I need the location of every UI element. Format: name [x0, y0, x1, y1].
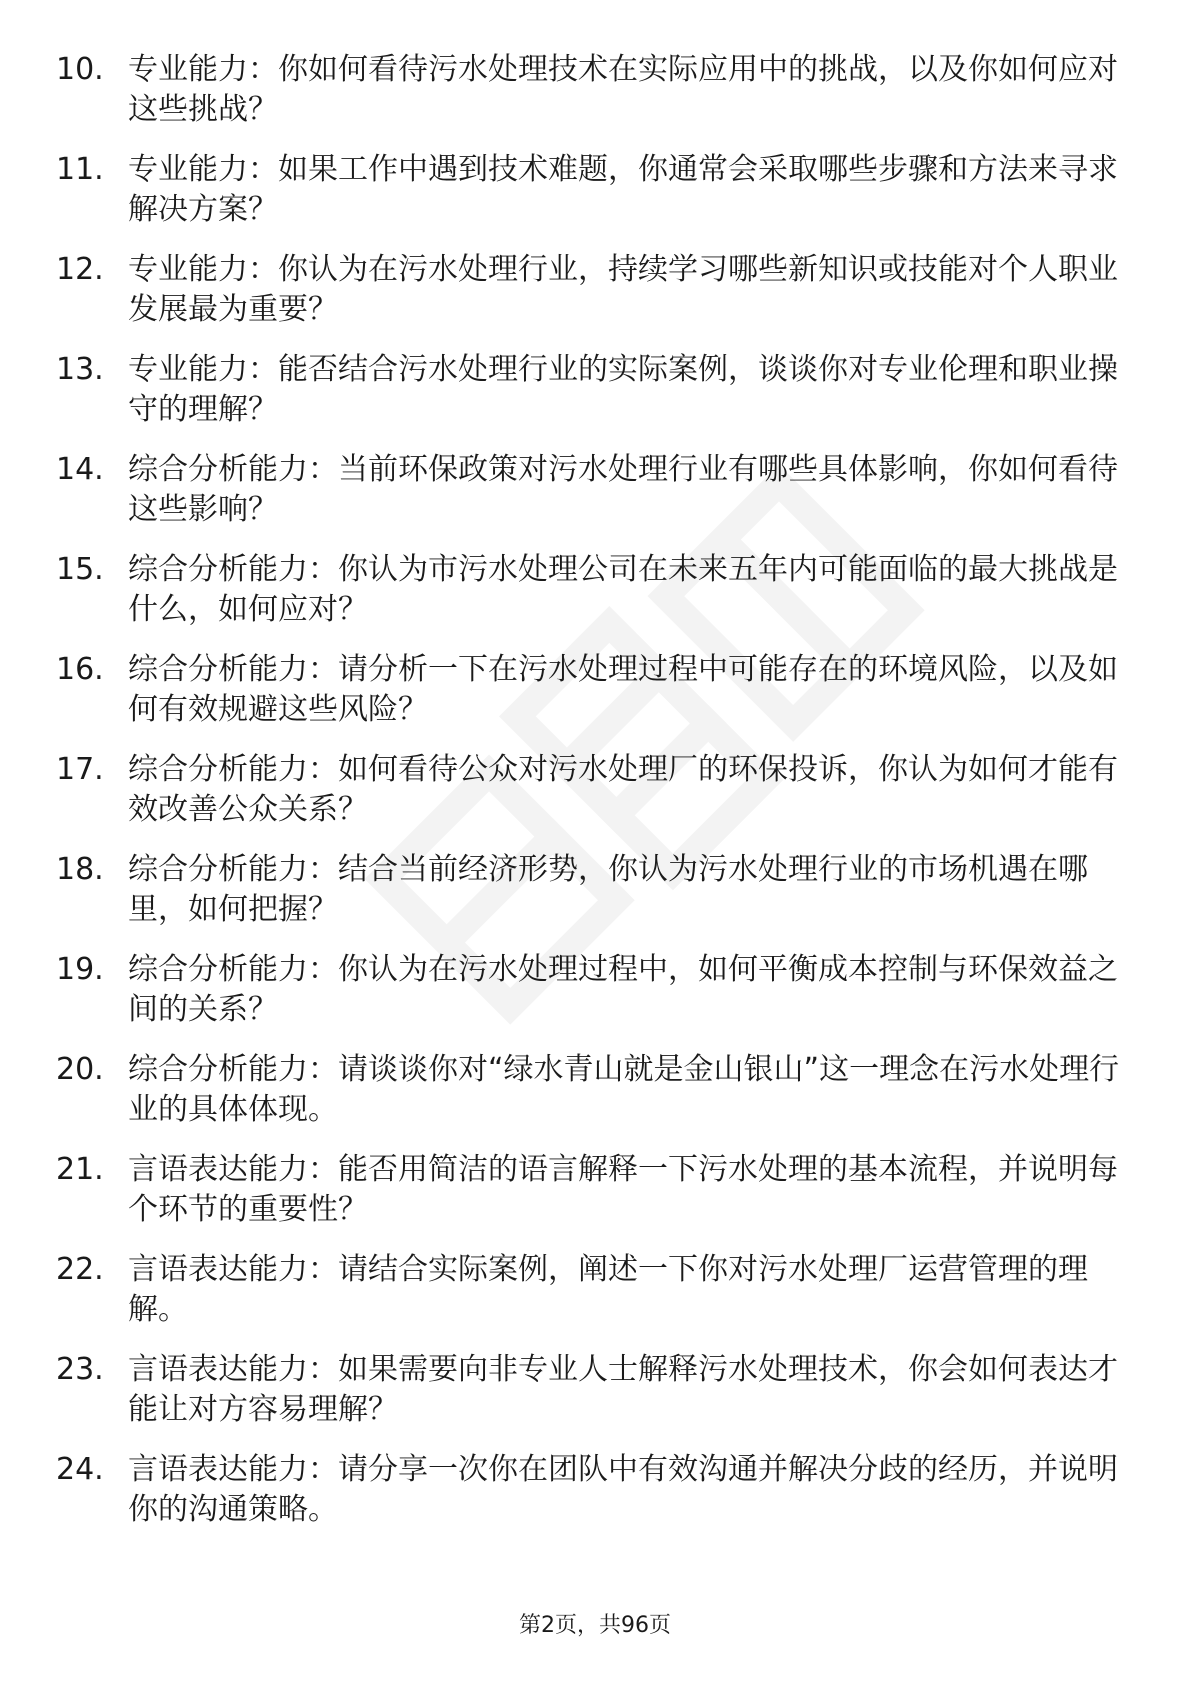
question-number: 13.: [56, 352, 104, 387]
question-item: [56, 450, 1136, 550]
question-number: 19.: [56, 952, 104, 987]
question-item: [56, 650, 1136, 750]
question-item: [56, 750, 1136, 850]
question-item: [56, 1250, 1136, 1350]
question-text: 综合分析能力：请分析一下在污水处理过程中可能存在的环境风险，以及如何有效规避这些风险？: [128, 652, 1118, 727]
question-text: 综合分析能力：请谈谈你对“绿水青山就是金山银山”这一理念在污水处理行业的具体体现。: [128, 1052, 1120, 1127]
question-text: 综合分析能力：你认为在污水处理过程中，如何平衡成本控制与环保效益之间的关系？: [128, 952, 1118, 1027]
question-text: 综合分析能力：当前环保政策对污水处理行业有哪些具体影响，你如何看待这些影响？: [128, 452, 1118, 527]
question-item: [56, 250, 1136, 350]
question-item: [56, 1450, 1136, 1550]
question-number: 15.: [56, 552, 104, 587]
question-number: 22.: [56, 1252, 104, 1287]
question-number: 18.: [56, 852, 104, 887]
question-number: 11.: [56, 152, 104, 187]
question-number: 17.: [56, 752, 104, 787]
page-number-label: 第2页，共96页: [519, 1613, 671, 1638]
question-text: 专业能力：你如何看待污水处理技术在实际应用中的挑战，以及你如何应对这些挑战？: [128, 52, 1118, 127]
question-text: 专业能力：你认为在污水处理行业，持续学习哪些新知识或技能对个人职业发展最为重要？: [128, 252, 1118, 327]
question-number: 20.: [56, 1052, 104, 1087]
question-item: [56, 350, 1136, 450]
question-item: [56, 950, 1136, 1050]
question-number: 14.: [56, 452, 104, 487]
question-item: [56, 150, 1136, 250]
question-text: 言语表达能力：请结合实际案例，阐述一下你对污水处理厂运营管理的理解。: [128, 1252, 1088, 1327]
question-number: 23.: [56, 1352, 104, 1387]
question-number: 21.: [56, 1152, 104, 1187]
question-text: 专业能力：能否结合污水处理行业的实际案例，谈谈你对专业伦理和职业操守的理解？: [128, 352, 1118, 427]
page-footer: [0, 1612, 1190, 1640]
question-text: 综合分析能力：如何看待公众对污水处理厂的环保投诉，你认为如何才能有效改善公众关系？: [128, 752, 1118, 827]
question-item: [56, 1150, 1136, 1250]
question-text: 言语表达能力：能否用简洁的语言解释一下污水处理的基本流程，并说明每个环节的重要性？: [128, 1152, 1118, 1227]
question-text: 专业能力：如果工作中遇到技术难题，你通常会采取哪些步骤和方法来寻求解决方案？: [128, 152, 1118, 227]
question-item: [56, 850, 1136, 950]
question-list: [56, 50, 1136, 1550]
question-text: 综合分析能力：结合当前经济形势，你认为污水处理行业的市场机遇在哪里，如何把握？: [128, 852, 1088, 927]
question-text: 言语表达能力：如果需要向非专业人士解释污水处理技术，你会如何表达才能让对方容易理解？: [128, 1352, 1118, 1427]
question-number: 10.: [56, 52, 104, 87]
question-number: 12.: [56, 252, 104, 287]
question-text: 综合分析能力：你认为市污水处理公司在未来五年内可能面临的最大挑战是什么，如何应对？: [128, 552, 1118, 627]
question-text: 言语表达能力：请分享一次你在团队中有效沟通并解决分歧的经历，并说明你的沟通策略。: [128, 1452, 1118, 1527]
question-item: [56, 50, 1136, 150]
question-item: [56, 1350, 1136, 1450]
question-number: 16.: [56, 652, 104, 687]
question-item: [56, 1050, 1136, 1150]
question-item: [56, 550, 1136, 650]
question-number: 24.: [56, 1452, 104, 1487]
